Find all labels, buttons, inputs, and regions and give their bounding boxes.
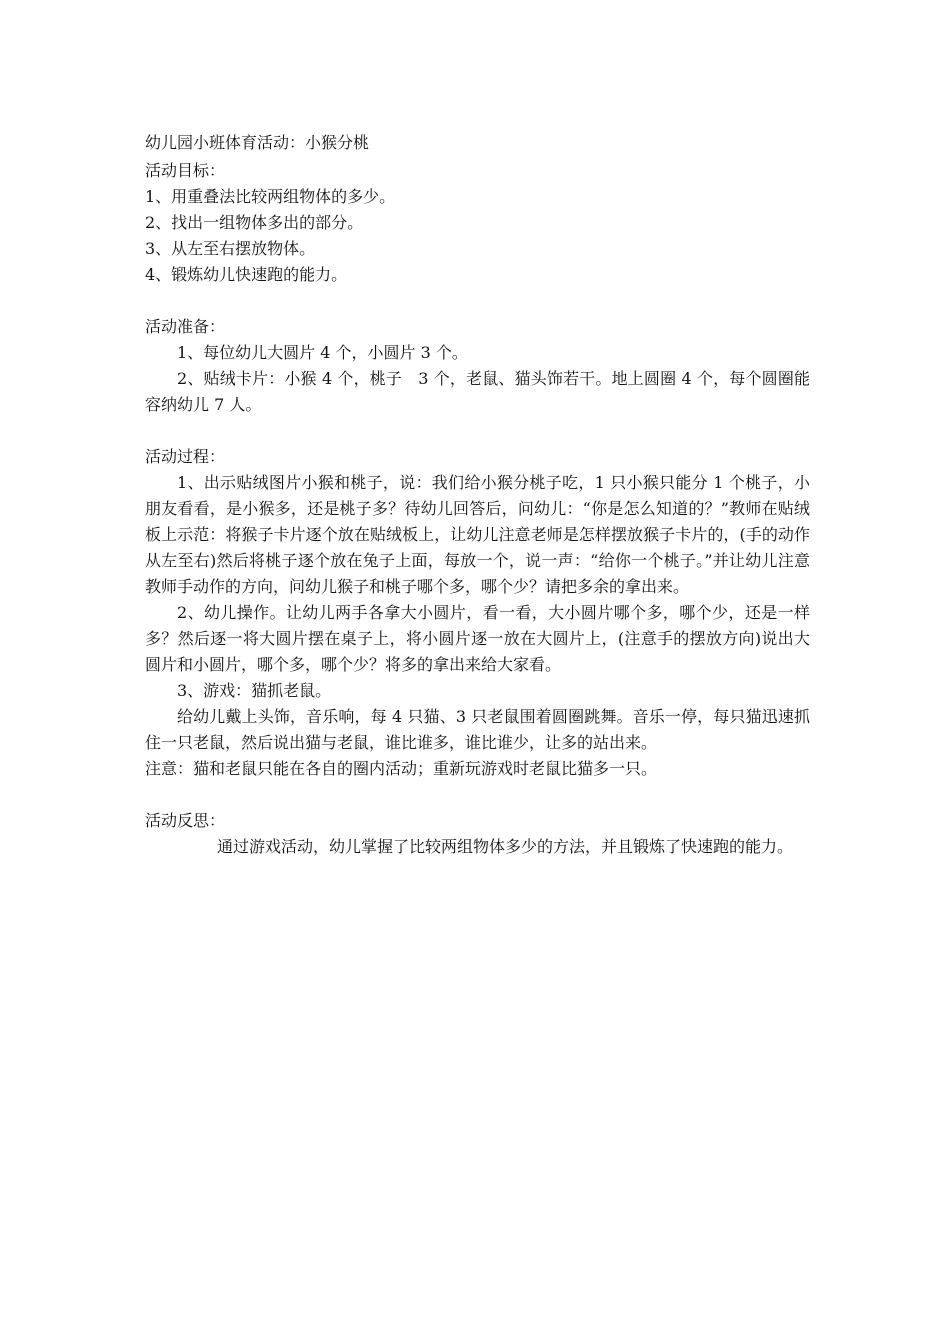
- goal-item: 1、用重叠法比较两组物体的多少。: [145, 187, 396, 206]
- process-paragraph: 2、幼儿操作。让幼儿两手各拿大小圆片，看一看，大小圆片哪个多，哪个少，还是一样多？然后逐一将大圆片摆在桌子上，将小圆片逐一放在大圆片上，(注意手的摆放方向)说出大圆片和小圆片，哪个多，哪个少？将多的拿出来给大家看。: [145, 603, 810, 674]
- section-gap: [145, 418, 810, 444]
- reflection-heading: 活动反思：: [145, 811, 226, 830]
- preparation-heading: 活动准备：: [145, 317, 226, 336]
- section-gap: [145, 288, 810, 314]
- goals-heading: 活动目标：: [145, 161, 226, 180]
- process-heading: 活动过程：: [145, 447, 226, 466]
- process-section: [145, 444, 810, 782]
- section-gap: [145, 782, 810, 808]
- reflection-section: [145, 808, 810, 860]
- reflection-paragraph: 通过游戏活动，幼儿掌握了比较两组物体多少的方法，并且锻炼了快速跑的能力。: [217, 837, 794, 856]
- goal-item: 3、从左至右摆放物体。: [145, 239, 316, 258]
- preparation-item: 1、每位幼儿大圆片 4 个，小圆片 3 个。: [177, 343, 468, 362]
- goal-item: 2、找出一组物体多出的部分。: [145, 213, 364, 232]
- process-paragraph: 给幼儿戴上头饰，音乐响，每 4 只猫、3 只老鼠围着圆圈跳舞。音乐一停，每只猫迅速抓住一只老鼠，然后说出猫与老鼠，谁比谁多，谁比谁少，让多的站出来。: [145, 707, 810, 752]
- goals-section: [145, 158, 810, 288]
- preparation-item: 2、贴绒卡片：小猴 4 个，桃子 3 个，老鼠、猫头饰若干。地上圆圈 4 个，每个圆圈能容纳幼儿 7 人。: [145, 369, 810, 414]
- process-paragraph: 3、游戏：猫抓老鼠。: [177, 681, 332, 700]
- preparation-section: [145, 314, 810, 418]
- process-note: 注意：猫和老鼠只能在各自的圈内活动；重新玩游戏时老鼠比猫多一只。: [145, 759, 658, 778]
- process-paragraph: 1、出示贴绒图片小猴和桃子，说：我们给小猴分桃子吃，1 只小猴只能分 1 个桃子，小朋友看看，是小猴多，还是桃子多？待幼儿回答后，问幼儿：“你是怎么知道的？”教师在贴绒板上示范：将猴子卡片逐个放在贴绒板上，让幼儿注意老师是怎样摆放猴子卡片的，(手的动作从左至右)然后将桃子逐个放在兔子上面，每放一个，说一声：“给你一个桃子。”并让幼儿注意教师手动作的方向，问幼儿猴子和桃子哪个多，哪个少？请把多余的拿出来。: [145, 473, 810, 596]
- document-page: [145, 128, 810, 860]
- document-title: 幼儿园小班体育活动：小猴分桃: [145, 133, 370, 152]
- goal-item: 4、锻炼幼儿快速跑的能力。: [145, 265, 348, 284]
